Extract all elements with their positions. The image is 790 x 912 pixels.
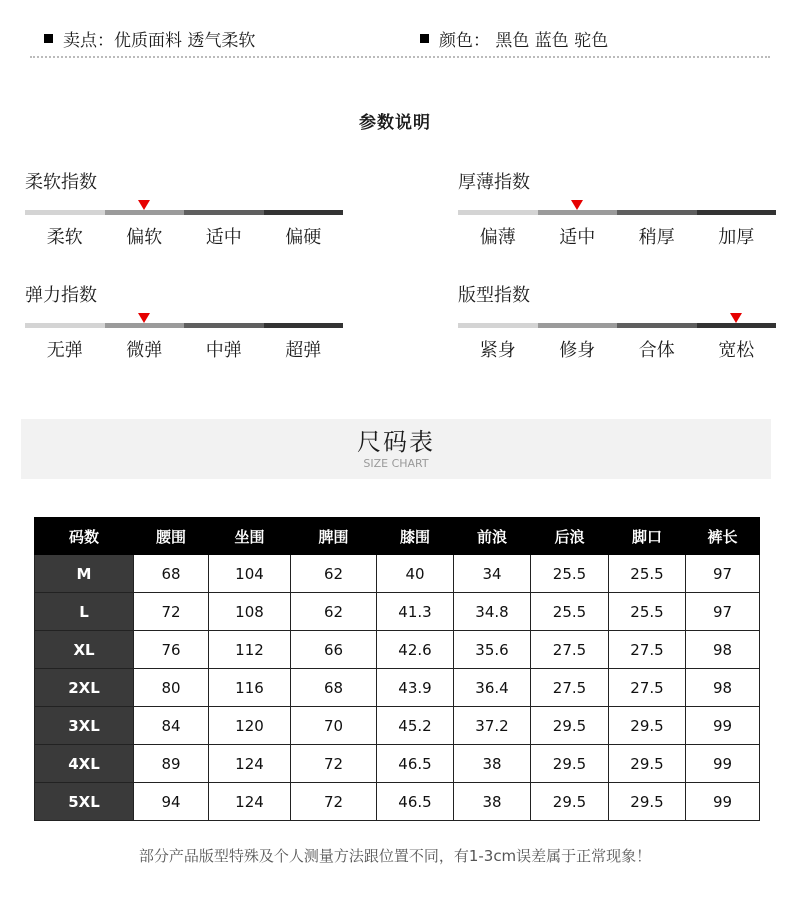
scale-segment bbox=[697, 210, 777, 215]
table-cell: 27.5 bbox=[531, 669, 609, 707]
size-code-cell: L bbox=[35, 593, 134, 631]
column-header: 脾围 bbox=[291, 518, 377, 555]
scale-segment bbox=[538, 210, 618, 215]
measurement-note: 部分产品版型特殊及个人测量方法跟位置不同，有1-3cm误差属于正常现象！ bbox=[138, 847, 652, 865]
table-header-row bbox=[35, 518, 760, 555]
level-label: 中弹 bbox=[205, 340, 242, 361]
table-cell: 25.5 bbox=[609, 555, 686, 593]
index-scale-bar bbox=[25, 323, 343, 328]
index-levels bbox=[25, 336, 343, 362]
table-cell: 97 bbox=[686, 555, 760, 593]
table-cell: 98 bbox=[686, 631, 760, 669]
table-cell: 62 bbox=[291, 555, 377, 593]
feature-colors bbox=[420, 26, 608, 51]
table-cell: 29.5 bbox=[609, 745, 686, 783]
table-cell: 38 bbox=[454, 783, 531, 821]
level-label: 加厚 bbox=[718, 227, 755, 248]
column-header: 膝围 bbox=[377, 518, 454, 555]
table-row bbox=[35, 707, 760, 745]
column-header: 裤长 bbox=[686, 518, 760, 555]
table-row bbox=[35, 593, 760, 631]
table-cell: 29.5 bbox=[531, 707, 609, 745]
size-table bbox=[34, 517, 760, 821]
table-cell: 29.5 bbox=[531, 783, 609, 821]
table-cell: 99 bbox=[686, 707, 760, 745]
size-code-cell: M bbox=[35, 555, 134, 593]
scale-segment bbox=[105, 210, 185, 215]
table-cell: 25.5 bbox=[531, 555, 609, 593]
table-cell: 29.5 bbox=[531, 745, 609, 783]
table-cell: 97 bbox=[686, 593, 760, 631]
table-cell: 120 bbox=[209, 707, 291, 745]
level-label: 偏硬 bbox=[285, 227, 322, 248]
table-cell: 70 bbox=[291, 707, 377, 745]
table-cell: 76 bbox=[134, 631, 209, 669]
scale-segment bbox=[264, 323, 344, 328]
index-fit bbox=[458, 284, 776, 362]
table-cell: 72 bbox=[291, 745, 377, 783]
level-label: 偏软 bbox=[126, 227, 163, 248]
square-bullet-icon bbox=[44, 34, 53, 43]
size-chart-banner bbox=[21, 419, 771, 479]
table-cell: 99 bbox=[686, 745, 760, 783]
table-cell: 112 bbox=[209, 631, 291, 669]
index-levels bbox=[458, 223, 776, 249]
params-title: 参数说明 bbox=[359, 113, 431, 133]
table-cell: 89 bbox=[134, 745, 209, 783]
table-cell: 25.5 bbox=[609, 593, 686, 631]
level-label: 适中 bbox=[205, 227, 242, 248]
feature-label: 卖点：优质面料 透气柔软 bbox=[63, 31, 256, 51]
table-cell: 124 bbox=[209, 745, 291, 783]
level-label: 宽松 bbox=[718, 340, 755, 361]
table-cell: 68 bbox=[291, 669, 377, 707]
scale-segment bbox=[458, 210, 538, 215]
table-cell: 84 bbox=[134, 707, 209, 745]
index-elasticity bbox=[25, 284, 343, 362]
size-code-cell: 3XL bbox=[35, 707, 134, 745]
index-softness bbox=[25, 171, 343, 249]
column-header: 脚口 bbox=[609, 518, 686, 555]
index-title: 柔软指数 bbox=[25, 172, 97, 193]
scale-segment bbox=[264, 210, 344, 215]
selected-marker-icon bbox=[730, 313, 742, 323]
scale-segment bbox=[617, 323, 697, 328]
table-cell: 98 bbox=[686, 669, 760, 707]
table-cell: 25.5 bbox=[531, 593, 609, 631]
size-code-cell: 2XL bbox=[35, 669, 134, 707]
table-cell: 29.5 bbox=[609, 707, 686, 745]
table-cell: 40 bbox=[377, 555, 454, 593]
table-cell: 27.5 bbox=[609, 631, 686, 669]
scale-segment bbox=[25, 323, 105, 328]
table-row bbox=[35, 745, 760, 783]
table-cell: 72 bbox=[291, 783, 377, 821]
table-cell: 37.2 bbox=[454, 707, 531, 745]
scale-segment bbox=[184, 210, 264, 215]
level-label: 偏薄 bbox=[479, 227, 516, 248]
selected-marker-icon bbox=[138, 200, 150, 210]
scale-segment bbox=[25, 210, 105, 215]
table-cell: 43.9 bbox=[377, 669, 454, 707]
table-cell: 46.5 bbox=[377, 783, 454, 821]
index-levels bbox=[25, 223, 343, 249]
table-cell: 34 bbox=[454, 555, 531, 593]
level-label: 适中 bbox=[559, 227, 596, 248]
scale-segment bbox=[538, 323, 618, 328]
level-label: 紧身 bbox=[479, 340, 516, 361]
index-scale-bar bbox=[458, 210, 776, 215]
index-scale-bar bbox=[458, 323, 776, 328]
level-label: 合体 bbox=[638, 340, 675, 361]
feature-label: 颜色： 黑色 蓝色 驼色 bbox=[439, 31, 609, 51]
column-header: 前浪 bbox=[454, 518, 531, 555]
scale-segment bbox=[458, 323, 538, 328]
selected-marker-icon bbox=[138, 313, 150, 323]
table-cell: 66 bbox=[291, 631, 377, 669]
table-cell: 68 bbox=[134, 555, 209, 593]
column-header: 腰围 bbox=[134, 518, 209, 555]
table-cell: 27.5 bbox=[531, 631, 609, 669]
level-label: 稍厚 bbox=[638, 227, 675, 248]
dotted-divider bbox=[30, 56, 770, 58]
index-title: 厚薄指数 bbox=[458, 172, 530, 193]
index-scale-bar bbox=[25, 210, 343, 215]
table-cell: 38 bbox=[454, 745, 531, 783]
table-cell: 35.6 bbox=[454, 631, 531, 669]
table-row bbox=[35, 555, 760, 593]
table-row bbox=[35, 783, 760, 821]
index-title: 版型指数 bbox=[458, 285, 530, 306]
level-label: 修身 bbox=[559, 340, 596, 361]
table-cell: 29.5 bbox=[609, 783, 686, 821]
table-cell: 108 bbox=[209, 593, 291, 631]
level-label: 微弹 bbox=[126, 340, 163, 361]
index-thickness bbox=[458, 171, 776, 249]
table-cell: 45.2 bbox=[377, 707, 454, 745]
scale-segment bbox=[697, 323, 777, 328]
size-code-cell: 4XL bbox=[35, 745, 134, 783]
size-chart-subtitle: SIZE CHART bbox=[363, 457, 429, 470]
index-levels bbox=[458, 336, 776, 362]
column-header: 坐围 bbox=[209, 518, 291, 555]
table-cell: 27.5 bbox=[609, 669, 686, 707]
table-cell: 36.4 bbox=[454, 669, 531, 707]
level-label: 超弹 bbox=[285, 340, 322, 361]
table-cell: 34.8 bbox=[454, 593, 531, 631]
table-row bbox=[35, 669, 760, 707]
table-row bbox=[35, 631, 760, 669]
table-cell: 41.3 bbox=[377, 593, 454, 631]
scale-segment bbox=[184, 323, 264, 328]
scale-segment bbox=[105, 323, 185, 328]
selected-marker-icon bbox=[571, 200, 583, 210]
table-cell: 62 bbox=[291, 593, 377, 631]
table-cell: 80 bbox=[134, 669, 209, 707]
table-cell: 116 bbox=[209, 669, 291, 707]
table-cell: 99 bbox=[686, 783, 760, 821]
table-cell: 42.6 bbox=[377, 631, 454, 669]
size-code-cell: XL bbox=[35, 631, 134, 669]
size-chart-title: 尺码表 bbox=[357, 428, 435, 456]
table-cell: 72 bbox=[134, 593, 209, 631]
square-bullet-icon bbox=[420, 34, 429, 43]
level-label: 柔软 bbox=[46, 227, 83, 248]
level-label: 无弹 bbox=[46, 340, 83, 361]
scale-segment bbox=[617, 210, 697, 215]
table-cell: 94 bbox=[134, 783, 209, 821]
column-header: 码数 bbox=[35, 518, 134, 555]
feature-selling-point bbox=[44, 26, 255, 51]
table-cell: 124 bbox=[209, 783, 291, 821]
index-title: 弹力指数 bbox=[25, 285, 97, 306]
table-cell: 104 bbox=[209, 555, 291, 593]
size-code-cell: 5XL bbox=[35, 783, 134, 821]
table-cell: 46.5 bbox=[377, 745, 454, 783]
column-header: 后浪 bbox=[531, 518, 609, 555]
